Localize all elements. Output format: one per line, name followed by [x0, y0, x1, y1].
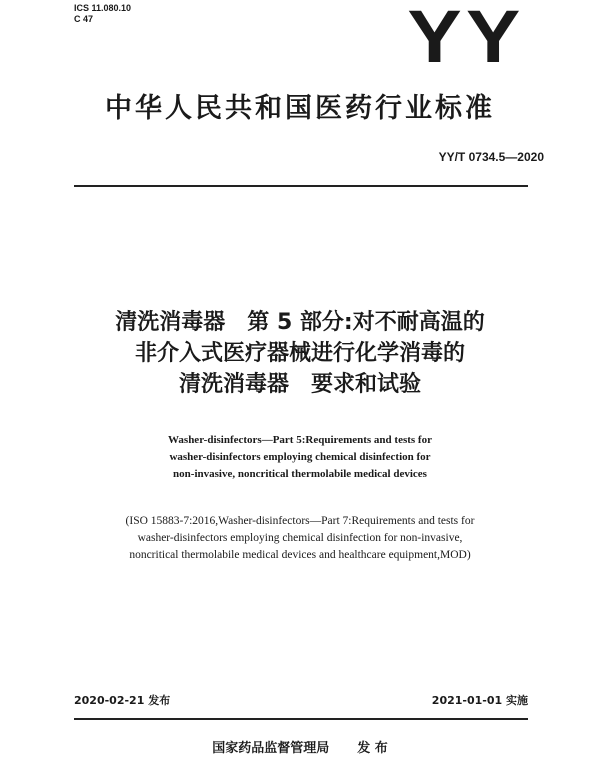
- chinese-title-line: 清洗消毒器 第 5 部分:对不耐高温的: [115, 310, 485, 335]
- top-divider: [74, 185, 528, 187]
- english-title-line: Washer-disinfectors—Part 5:Requirements and tests for: [168, 434, 432, 446]
- ics-code: ICS 11.080.10: [74, 3, 132, 13]
- issue-label: 发 布: [357, 741, 388, 756]
- iso-reference: [0, 513, 600, 564]
- chinese-title-line: 非介入式医疗器械进行化学消毒的: [134, 341, 465, 366]
- iso-reference-line: noncritical thermolabile medical devices and healthcare equipment,MOD): [129, 549, 471, 561]
- ccs-code: C 47: [74, 14, 94, 24]
- standard-number: YY/T 0734.5—2020: [438, 150, 544, 164]
- implement-date: 2021-01-01 实施: [431, 694, 528, 707]
- chinese-title: [0, 307, 600, 400]
- issuer-line: [0, 737, 600, 756]
- yy-logo: YY: [407, 0, 525, 78]
- publish-date: 2020-02-21 发布: [74, 694, 171, 707]
- chinese-title-line: 清洗消毒器 要求和试验: [178, 372, 421, 397]
- classification-codes: [74, 3, 131, 25]
- standard-name: 中华人民共和国医药行业标准: [105, 93, 495, 124]
- issuer-name: 国家药品监督管理局: [212, 741, 330, 756]
- bottom-divider: [74, 718, 528, 720]
- english-title: [0, 432, 600, 483]
- iso-reference-line: (ISO 15883-7:2016,Washer-disinfectors—Part 7:Requirements and tests for: [125, 515, 475, 527]
- english-title-line: non-invasive, noncritical thermolabile medical devices: [173, 468, 427, 480]
- english-title-line: washer-disinfectors employing chemical disinfection for: [169, 451, 431, 463]
- iso-reference-line: washer-disinfectors employing chemical disinfection for non-invasive,: [137, 532, 463, 544]
